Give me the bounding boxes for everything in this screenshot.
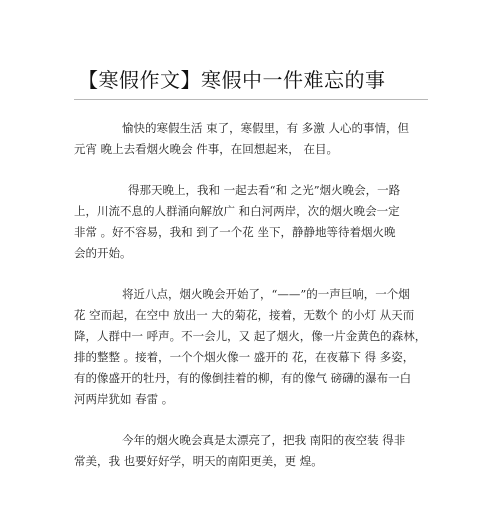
paragraph-line: 有的像盛开的牡丹，有的像倒挂着的柳，有的像气 磅礴的瀑布一白 — [74, 371, 412, 385]
paragraph-line: 得那天晚上，我和 一起去看“和 之光”烟火晚会，一路 — [128, 183, 401, 197]
paragraph-line: 河两岸犹如 春雷 。 — [74, 392, 174, 406]
article-body — [74, 118, 434, 492]
paragraph-4 — [74, 430, 434, 472]
paragraph-line: 今年的烟火晚会真是太漂亮了，把我 南阳的夜空装 得非 — [122, 433, 406, 447]
paragraph-line: 常美，我 也要好好学，明天的南阳更美，更 煌。 — [74, 454, 323, 468]
paragraph-2 — [74, 180, 434, 264]
paragraph-1 — [74, 118, 434, 160]
paragraph-line: 将近八点，烟火晚会开始了，“——”的一声巨响，一个烟 — [122, 287, 410, 301]
article-title: 【寒假作文】寒假中一件难忘的事 — [78, 68, 386, 92]
paragraph-line: 元宵 晚上去看烟火晚会 件事，在回想起来， 在目。 — [74, 142, 338, 156]
paragraph-line: 降，人群中一 呼声。不一会儿，又 起了烟火，像一片金黄色的森林， — [74, 329, 427, 343]
paragraph-line: 上，川流不息的人群涌向解放广 和白河两岸，次的烟火晚会一定 — [74, 204, 400, 218]
paragraph-line: 愉快的寒假生活 束了，寒假里，有 多激 人心的事情，但 — [122, 121, 409, 135]
paragraph-3 — [74, 284, 434, 410]
paragraph-line: 会的开始。 — [74, 246, 132, 260]
title-divider — [74, 99, 428, 100]
paragraph-line: 排的整整 。接着，一个个烟火像一 盛开的 花，在夜幕下 得 多姿， — [74, 350, 415, 364]
paragraph-line: 花 空而起，在空中 放出一 大的菊花，接着，无数个 的小灯 从天而 — [74, 308, 415, 322]
paragraph-line: 非常 。好不容易，我和 到了一个花 坐下，静静地等待着烟火晚 — [74, 225, 396, 239]
